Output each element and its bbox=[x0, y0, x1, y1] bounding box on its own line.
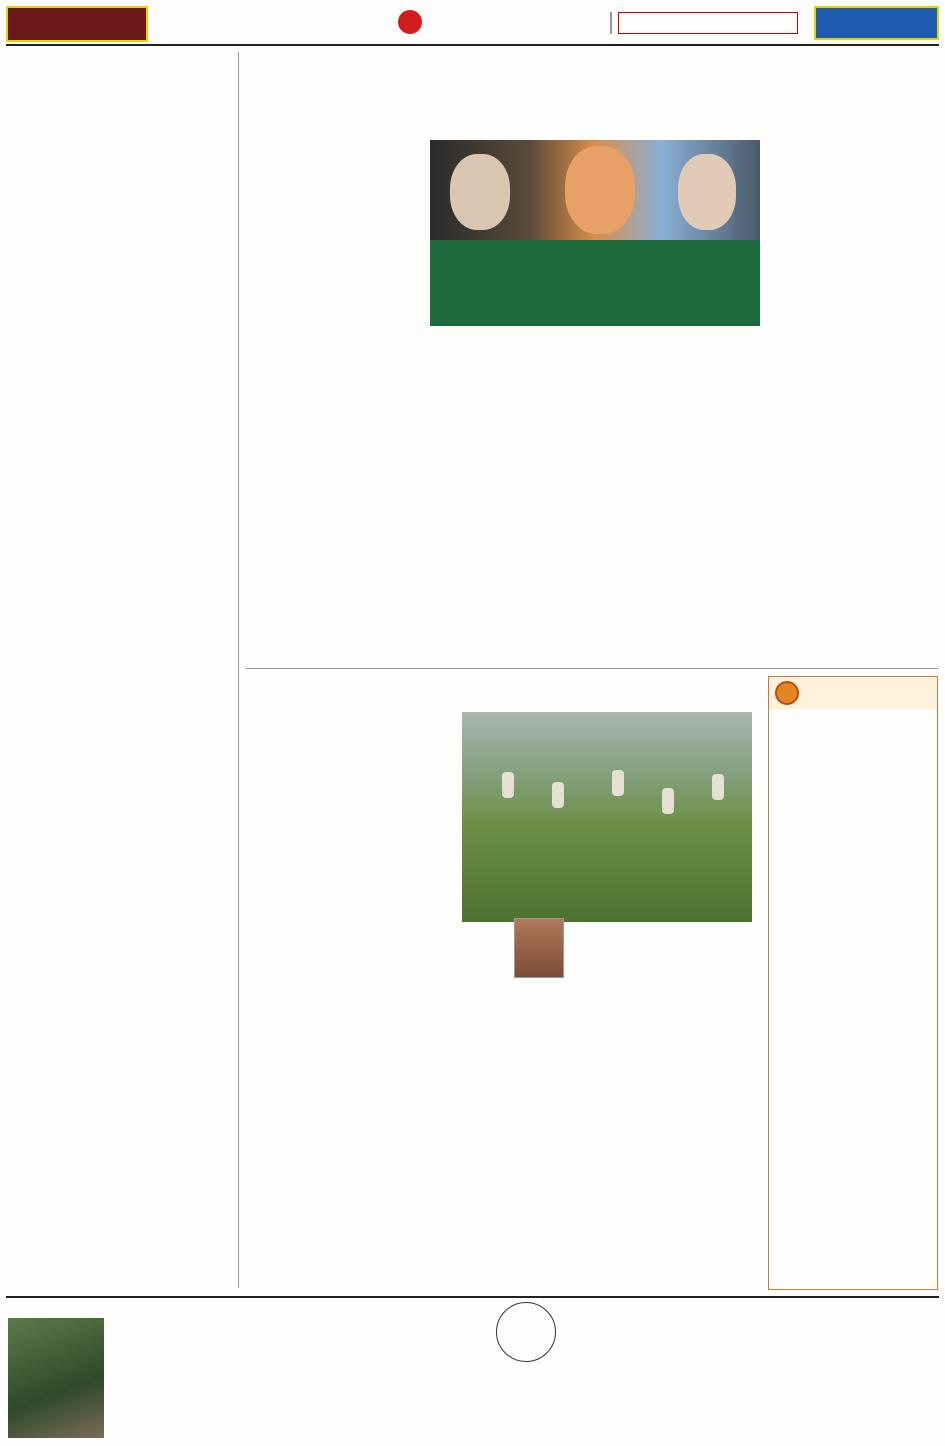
panchang-body bbox=[777, 733, 931, 833]
bottom-divider bbox=[6, 1296, 939, 1298]
story-body bbox=[430, 360, 590, 666]
tree-photo bbox=[8, 1318, 104, 1438]
header-ad bbox=[618, 12, 798, 34]
leaders-photo bbox=[430, 140, 760, 240]
column-divider bbox=[238, 52, 239, 1288]
horoscope-box bbox=[768, 676, 938, 1290]
letter-body bbox=[632, 1408, 782, 1440]
author-photo bbox=[514, 918, 564, 978]
story-body bbox=[248, 206, 420, 666]
sun-icon bbox=[775, 681, 799, 705]
page-number bbox=[398, 10, 422, 34]
letter-body bbox=[346, 1302, 486, 1342]
letter-body bbox=[200, 1370, 340, 1440]
logo bbox=[814, 6, 939, 40]
jansanvad-logo bbox=[496, 1302, 556, 1362]
letter-body bbox=[108, 1318, 194, 1440]
photo-caption bbox=[430, 240, 760, 326]
letter-body bbox=[790, 1360, 938, 1428]
header-divider bbox=[610, 12, 612, 34]
letter-body bbox=[346, 1374, 486, 1440]
story-body bbox=[610, 928, 758, 1288]
story-body bbox=[600, 330, 760, 666]
section-title bbox=[6, 6, 148, 42]
letter-body bbox=[496, 1366, 626, 1440]
story-body bbox=[598, 712, 758, 922]
story-body bbox=[462, 928, 510, 998]
page-header bbox=[6, 4, 939, 46]
letter-body bbox=[200, 1302, 340, 1334]
story-body bbox=[462, 1000, 602, 1288]
story-body bbox=[300, 718, 452, 762]
story-body bbox=[10, 156, 230, 1286]
letter-body bbox=[632, 1318, 782, 1378]
horoscope-header bbox=[769, 677, 937, 709]
section-divider bbox=[246, 668, 938, 669]
story-body bbox=[770, 160, 936, 666]
letter-body bbox=[790, 1302, 938, 1330]
story-body bbox=[248, 764, 452, 1288]
story-body bbox=[64, 110, 230, 154]
story-body bbox=[282, 160, 420, 204]
